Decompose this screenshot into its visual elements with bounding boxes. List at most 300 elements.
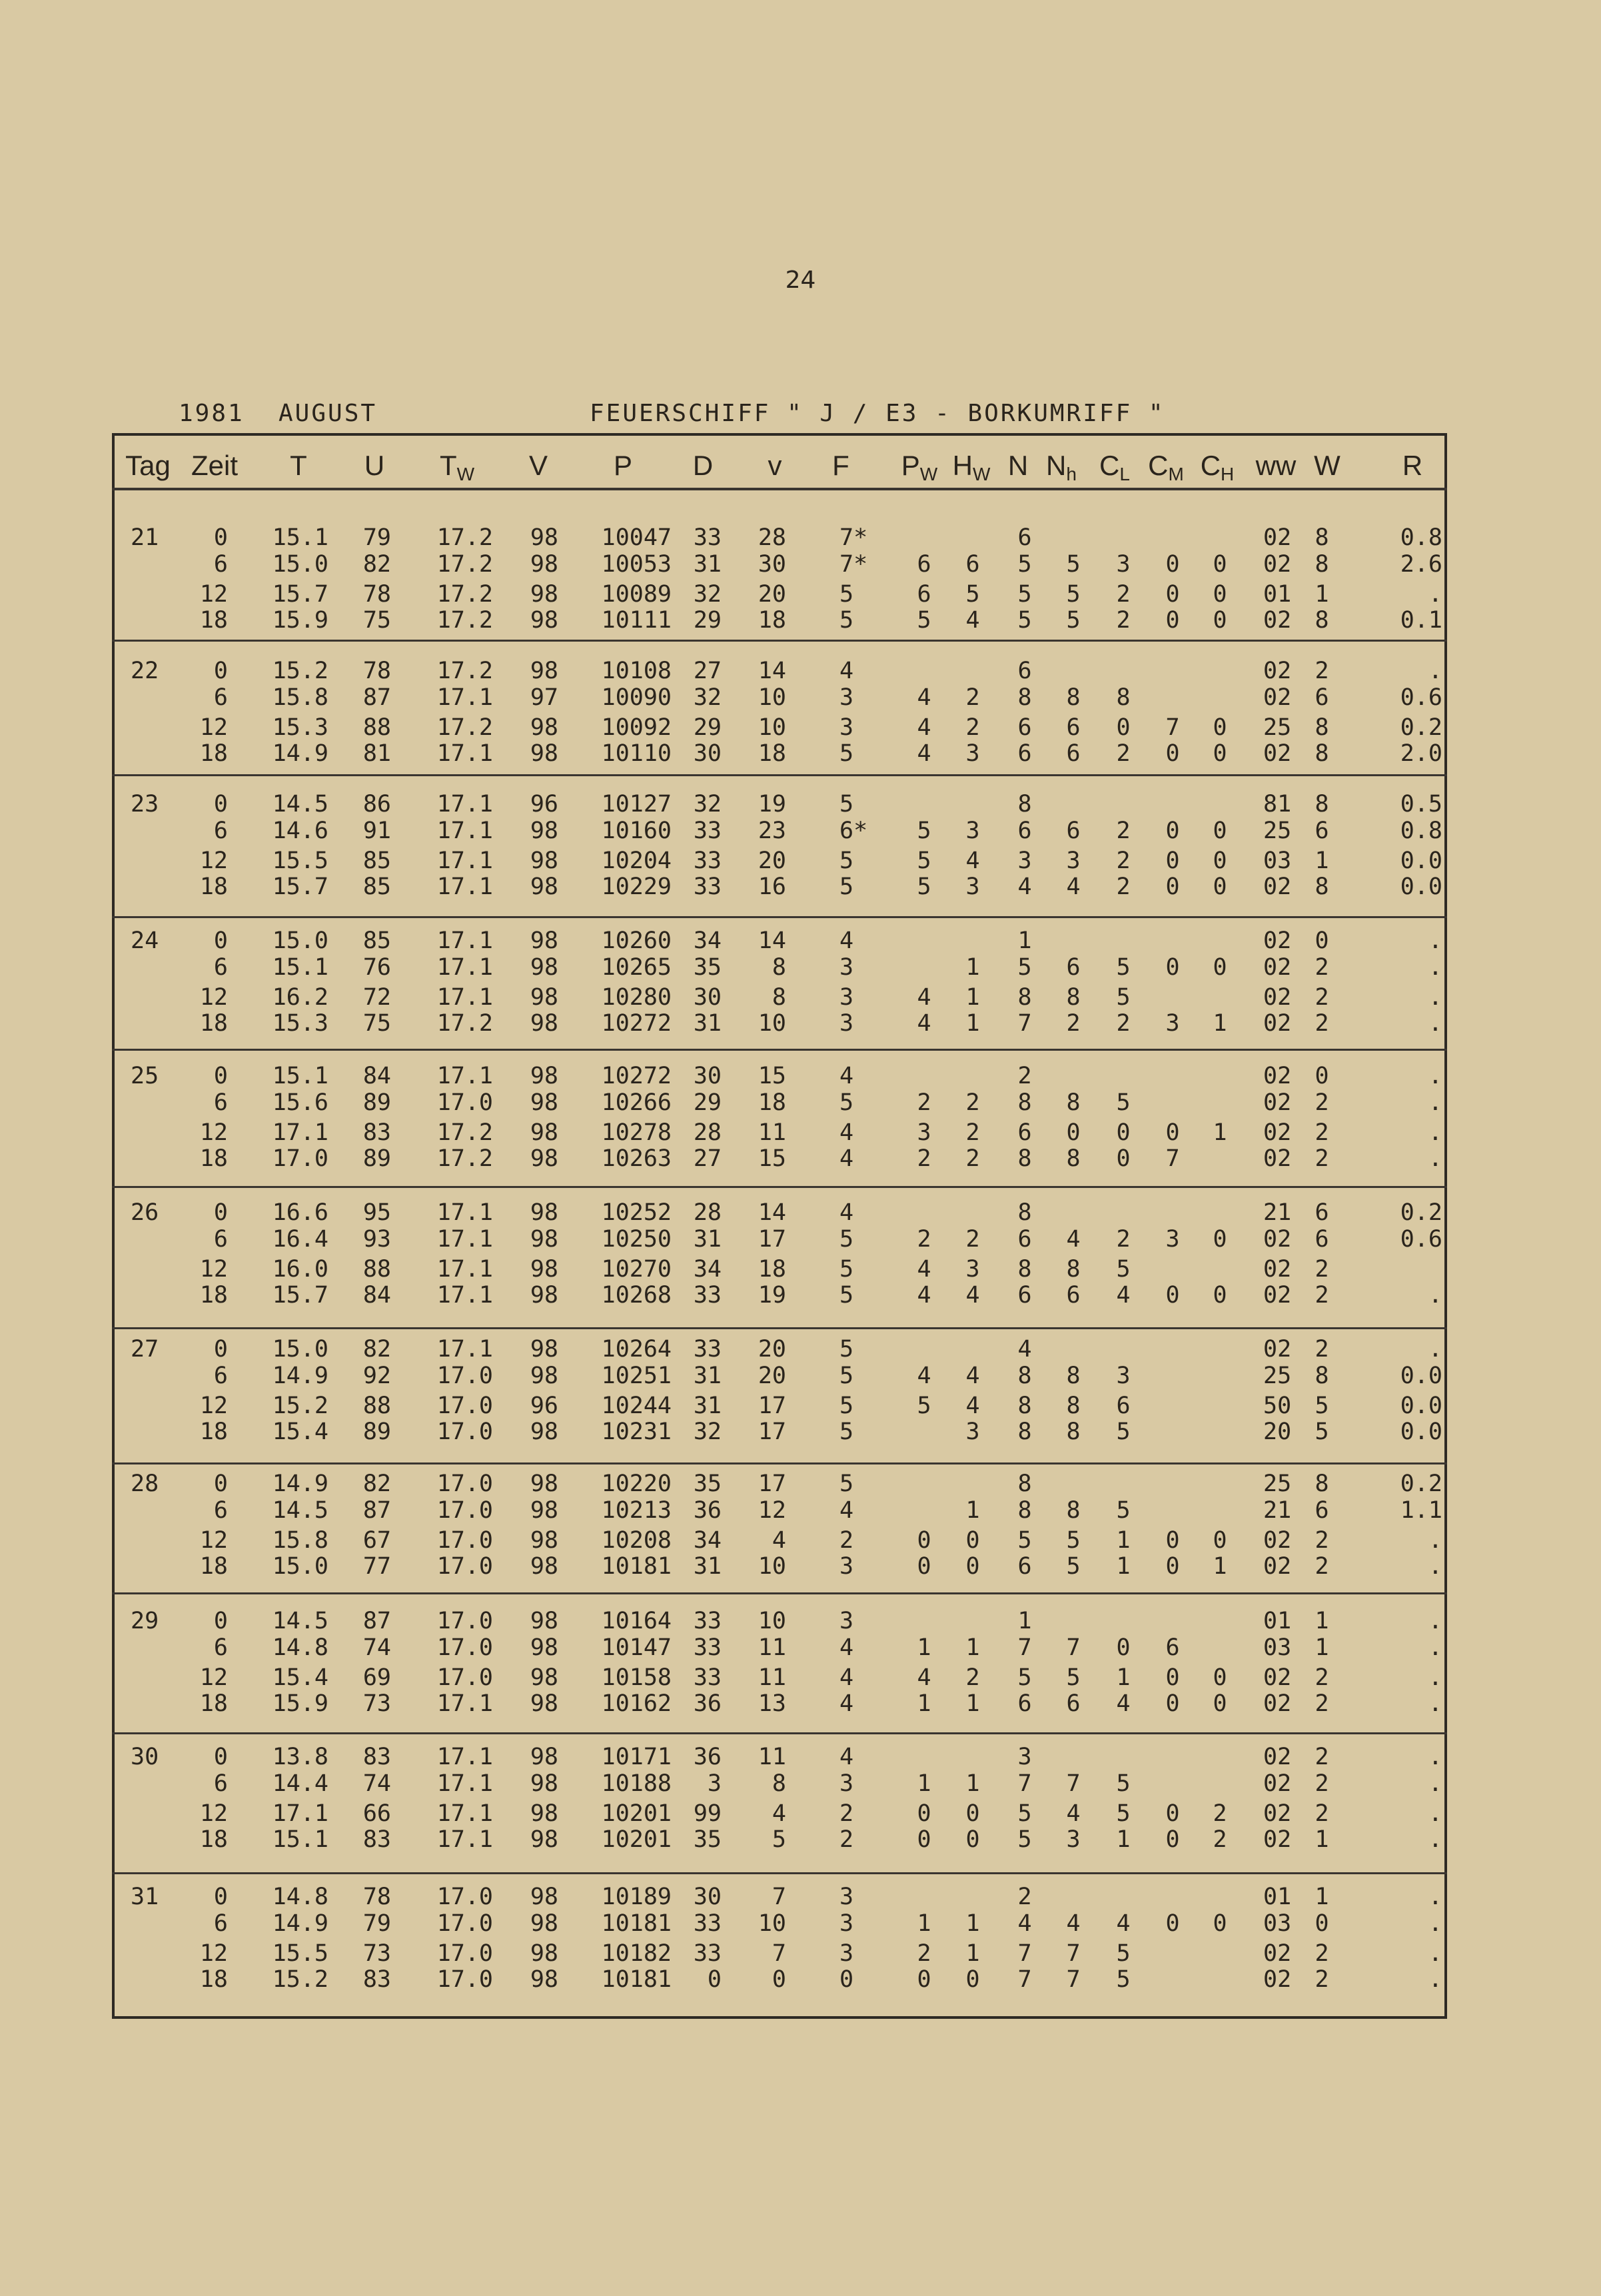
table-cell-v: 98 xyxy=(530,1744,558,1770)
table-cell-t: 14.8 xyxy=(272,1884,328,1910)
table-cell-zeit: 12 xyxy=(199,848,228,874)
table-cell-v: 98 xyxy=(530,873,558,900)
table-cell-v: 97 xyxy=(530,684,558,711)
table-cell-t: 14.9 xyxy=(272,740,328,767)
table-cell-w: 8 xyxy=(1315,740,1329,767)
table-cell-tw: 17.0 xyxy=(436,1363,493,1389)
table-cell-cl: 8 xyxy=(1116,684,1131,711)
table-cell-v: 98 xyxy=(530,607,558,634)
table-cell-hw: 1 xyxy=(965,1690,980,1717)
table-cell-r: . xyxy=(1428,1119,1442,1146)
table-cell-pw: 2 xyxy=(917,1089,931,1116)
table-cell-f: 4 xyxy=(839,1744,854,1770)
table-cell-w: 1 xyxy=(1315,581,1329,608)
table-cell-zeit: 0 xyxy=(213,1063,228,1089)
table-cell-r: 0.0 xyxy=(1400,1363,1442,1389)
table-cell-hw: 5 xyxy=(965,581,980,608)
day-label: 24 xyxy=(131,927,159,954)
table-cell-p: 10160 xyxy=(601,818,672,844)
table-cell-p: 10204 xyxy=(601,848,672,874)
table-cell-hw: 2 xyxy=(965,1145,980,1172)
table-cell-w: 2 xyxy=(1315,1690,1329,1717)
table-cell-n: 6 xyxy=(1017,1282,1032,1309)
table-cell-cm: 0 xyxy=(1165,607,1180,634)
table-cell-vv: 0 xyxy=(772,1966,786,1993)
table-cell-d: 31 xyxy=(693,1010,722,1037)
table-cell-f: 5 xyxy=(839,1089,854,1116)
table-cell-d: 28 xyxy=(693,1199,722,1226)
table-cell-t: 15.1 xyxy=(272,954,328,981)
table-cell-tw: 17.1 xyxy=(436,791,493,818)
table-cell-zeit: 0 xyxy=(213,1470,228,1497)
table-cell-ww: 02 xyxy=(1263,1966,1292,1993)
table-cell-p: 10229 xyxy=(601,873,672,900)
table-cell-r: . xyxy=(1428,1664,1442,1691)
table-cell-n: 4 xyxy=(1017,1336,1032,1363)
column-header-zeit xyxy=(191,450,238,482)
table-cell-t: 15.9 xyxy=(272,1690,328,1717)
table-cell-nh: 7 xyxy=(1066,1770,1081,1797)
table-cell-d: 36 xyxy=(693,1497,722,1524)
column-header-subscript: M xyxy=(1168,464,1184,484)
table-cell-nh: 6 xyxy=(1066,1690,1081,1717)
table-cell-cl: 2 xyxy=(1116,740,1131,767)
table-cell-cm: 3 xyxy=(1165,1010,1180,1037)
table-cell-vv: 17 xyxy=(758,1226,786,1253)
table-cell-u: 89 xyxy=(362,1089,391,1116)
table-cell-v: 98 xyxy=(530,1363,558,1389)
table-cell-p: 10181 xyxy=(601,1910,672,1937)
table-cell-pw: 4 xyxy=(917,684,931,711)
table-cell-u: 91 xyxy=(362,818,391,844)
table-cell-zeit: 18 xyxy=(199,740,228,767)
table-cell-u: 84 xyxy=(362,1282,391,1309)
table-cell-ww: 02 xyxy=(1263,658,1292,684)
table-cell-t: 16.6 xyxy=(272,1199,328,1226)
table-cell-w: 2 xyxy=(1315,1553,1329,1580)
table-cell-v: 98 xyxy=(530,1010,558,1037)
table-cell-r: . xyxy=(1428,1690,1442,1717)
table-cell-r: . xyxy=(1428,1910,1442,1937)
table-cell-cm: 7 xyxy=(1165,1145,1180,1172)
table-cell-ww: 02 xyxy=(1263,1226,1292,1253)
table-cell-r: . xyxy=(1428,1063,1442,1089)
table-cell-p: 10263 xyxy=(601,1145,672,1172)
table-cell-cm: 0 xyxy=(1165,1119,1180,1146)
table-cell-n: 2 xyxy=(1017,1063,1032,1089)
table-cell-t: 15.0 xyxy=(272,927,328,954)
table-cell-d: 32 xyxy=(693,684,722,711)
table-cell-f: 3 xyxy=(839,984,854,1011)
table-cell-w: 2 xyxy=(1315,1770,1329,1797)
table-cell-p: 10189 xyxy=(601,1884,672,1910)
table-cell-zeit: 0 xyxy=(213,1608,228,1634)
table-cell-r: 0.0 xyxy=(1400,1419,1442,1445)
table-cell-u: 66 xyxy=(362,1800,391,1827)
table-cell-zeit: 18 xyxy=(199,1145,228,1172)
table-cell-vv: 28 xyxy=(758,524,786,551)
table-cell-pw: 0 xyxy=(917,1527,931,1554)
table-cell-zeit: 6 xyxy=(213,1634,228,1661)
table-cell-f: 4 xyxy=(839,1063,854,1089)
table-cell-ch: 2 xyxy=(1213,1800,1227,1827)
table-cell-vv: 10 xyxy=(758,714,786,741)
table-cell-f: 4 xyxy=(839,1119,854,1146)
table-cell-r: 2.0 xyxy=(1400,740,1442,767)
table-cell-f: 6* xyxy=(839,818,868,844)
table-cell-zeit: 12 xyxy=(199,1527,228,1554)
column-header-vv xyxy=(768,450,782,482)
column-header-label: T xyxy=(439,450,457,481)
table-cell-pw: 4 xyxy=(917,1664,931,1691)
table-cell-hw: 1 xyxy=(965,1010,980,1037)
table-cell-pw: 2 xyxy=(917,1145,931,1172)
table-cell-f: 3 xyxy=(839,714,854,741)
table-cell-r: . xyxy=(1428,1010,1442,1037)
table-cell-vv: 5 xyxy=(772,1826,786,1853)
table-cell-d: 29 xyxy=(693,607,722,634)
table-cell-vv: 10 xyxy=(758,684,786,711)
column-header-label: U xyxy=(364,450,385,481)
table-cell-p: 10053 xyxy=(601,551,672,578)
table-cell-d: 33 xyxy=(693,873,722,900)
table-cell-t: 15.4 xyxy=(272,1419,328,1445)
table-separator xyxy=(112,488,1447,490)
table-cell-r: . xyxy=(1428,1884,1442,1910)
table-cell-n: 6 xyxy=(1017,1226,1032,1253)
table-cell-f: 3 xyxy=(839,1010,854,1037)
table-cell-n: 2 xyxy=(1017,1884,1032,1910)
column-header-subscript: W xyxy=(456,464,475,484)
table-cell-ww: 01 xyxy=(1263,581,1292,608)
table-cell-p: 10164 xyxy=(601,1608,672,1634)
table-cell-t: 17.0 xyxy=(272,1145,328,1172)
table-cell-p: 10090 xyxy=(601,684,672,711)
table-cell-ww: 02 xyxy=(1263,1690,1292,1717)
table-cell-v: 98 xyxy=(530,1419,558,1445)
table-cell-ww: 02 xyxy=(1263,1010,1292,1037)
table-cell-w: 5 xyxy=(1315,1393,1329,1419)
table-separator xyxy=(112,774,1447,776)
table-cell-n: 6 xyxy=(1017,714,1032,741)
table-cell-u: 79 xyxy=(362,524,391,551)
table-separator xyxy=(112,1462,1447,1464)
table-cell-pw: 4 xyxy=(917,984,931,1011)
table-cell-u: 82 xyxy=(362,1336,391,1363)
table-cell-ww: 02 xyxy=(1263,1744,1292,1770)
table-cell-p: 10266 xyxy=(601,1089,672,1116)
table-cell-ch: 0 xyxy=(1213,1527,1227,1554)
table-cell-ww: 02 xyxy=(1263,1336,1292,1363)
table-cell-cm: 0 xyxy=(1165,873,1180,900)
table-cell-hw: 3 xyxy=(965,818,980,844)
table-cell-ch: 0 xyxy=(1213,1910,1227,1937)
table-cell-u: 95 xyxy=(362,1199,391,1226)
table-cell-ww: 81 xyxy=(1263,791,1292,818)
table-cell-n: 3 xyxy=(1017,848,1032,874)
table-cell-r: . xyxy=(1428,954,1442,981)
table-cell-cl: 5 xyxy=(1116,1497,1131,1524)
column-header-label: P xyxy=(613,450,633,481)
table-cell-pw: 4 xyxy=(917,1256,931,1283)
table-cell-nh: 7 xyxy=(1066,1940,1081,1967)
table-cell-tw: 17.0 xyxy=(436,1940,493,1967)
page-number: 24 xyxy=(785,267,816,294)
table-cell-p: 10188 xyxy=(601,1770,672,1797)
table-cell-n: 8 xyxy=(1017,1497,1032,1524)
table-cell-tw: 17.2 xyxy=(436,551,493,578)
table-cell-vv: 18 xyxy=(758,607,786,634)
table-cell-d: 28 xyxy=(693,1119,722,1146)
table-cell-zeit: 6 xyxy=(213,1363,228,1389)
table-cell-w: 8 xyxy=(1315,873,1329,900)
table-cell-pw: 4 xyxy=(917,1010,931,1037)
table-cell-vv: 17 xyxy=(758,1393,786,1419)
table-cell-zeit: 18 xyxy=(199,873,228,900)
table-cell-n: 7 xyxy=(1017,1010,1032,1037)
table-cell-pw: 4 xyxy=(917,714,931,741)
table-cell-ww: 20 xyxy=(1263,1419,1292,1445)
table-cell-nh: 3 xyxy=(1066,848,1081,874)
table-cell-ww: 02 xyxy=(1263,1826,1292,1853)
table-cell-d: 32 xyxy=(693,581,722,608)
table-cell-d: 33 xyxy=(693,1608,722,1634)
table-cell-t: 15.1 xyxy=(272,524,328,551)
table-cell-r: . xyxy=(1428,1800,1442,1827)
table-cell-r: 1.1 xyxy=(1400,1497,1442,1524)
table-cell-cl: 1 xyxy=(1116,1527,1131,1554)
table-cell-ww: 02 xyxy=(1263,1553,1292,1580)
table-cell-cm: 3 xyxy=(1165,1226,1180,1253)
table-cell-vv: 15 xyxy=(758,1145,786,1172)
table-cell-cl: 2 xyxy=(1116,873,1131,900)
table-cell-tw: 17.1 xyxy=(436,848,493,874)
table-cell-zeit: 6 xyxy=(213,954,228,981)
table-cell-d: 33 xyxy=(693,1282,722,1309)
table-cell-r: . xyxy=(1428,927,1442,954)
table-cell-tw: 17.0 xyxy=(436,1419,493,1445)
table-cell-w: 8 xyxy=(1315,607,1329,634)
table-cell-v: 98 xyxy=(530,551,558,578)
column-header-nh xyxy=(1046,450,1077,485)
table-cell-p: 10272 xyxy=(601,1063,672,1089)
table-cell-d: 33 xyxy=(693,1664,722,1691)
table-cell-hw: 6 xyxy=(965,551,980,578)
table-cell-ch: 0 xyxy=(1213,873,1227,900)
day-label: 27 xyxy=(131,1336,159,1363)
table-cell-u: 69 xyxy=(362,1664,391,1691)
table-cell-u: 81 xyxy=(362,740,391,767)
table-cell-f: 2 xyxy=(839,1826,854,1853)
table-cell-r: 2.6 xyxy=(1400,551,1442,578)
table-cell-ch: 0 xyxy=(1213,954,1227,981)
table-cell-ww: 01 xyxy=(1263,1884,1292,1910)
table-cell-v: 98 xyxy=(530,1282,558,1309)
table-cell-w: 0 xyxy=(1315,1063,1329,1089)
table-cell-n: 7 xyxy=(1017,1634,1032,1661)
table-cell-ch: 0 xyxy=(1213,1664,1227,1691)
table-cell-cm: 0 xyxy=(1165,848,1180,874)
table-cell-f: 4 xyxy=(839,1497,854,1524)
table-cell-n: 8 xyxy=(1017,1419,1032,1445)
table-cell-hw: 4 xyxy=(965,848,980,874)
table-cell-zeit: 0 xyxy=(213,1199,228,1226)
table-cell-d: 30 xyxy=(693,1063,722,1089)
table-cell-n: 8 xyxy=(1017,984,1032,1011)
table-cell-cm: 0 xyxy=(1165,1910,1180,1937)
table-cell-t: 15.0 xyxy=(272,1336,328,1363)
table-cell-r: . xyxy=(1428,1634,1442,1661)
table-cell-d: 34 xyxy=(693,1527,722,1554)
table-cell-u: 83 xyxy=(362,1966,391,1993)
table-cell-ww: 21 xyxy=(1263,1497,1292,1524)
table-cell-t: 15.1 xyxy=(272,1826,328,1853)
day-label: 30 xyxy=(131,1744,159,1770)
table-cell-w: 0 xyxy=(1315,1910,1329,1937)
table-cell-zeit: 12 xyxy=(199,1119,228,1146)
table-cell-d: 99 xyxy=(693,1800,722,1827)
table-cell-u: 87 xyxy=(362,1497,391,1524)
table-cell-v: 98 xyxy=(530,1634,558,1661)
table-cell-v: 98 xyxy=(530,524,558,551)
table-cell-ch: 0 xyxy=(1213,1226,1227,1253)
table-cell-zeit: 12 xyxy=(199,581,228,608)
table-cell-u: 83 xyxy=(362,1826,391,1853)
table-cell-w: 1 xyxy=(1315,1634,1329,1661)
column-header-label: N xyxy=(1046,450,1067,481)
table-cell-cl: 5 xyxy=(1116,1770,1131,1797)
table-cell-tw: 17.0 xyxy=(436,1497,493,1524)
table-cell-hw: 1 xyxy=(965,1497,980,1524)
table-cell-hw: 1 xyxy=(965,1770,980,1797)
table-cell-v: 98 xyxy=(530,1608,558,1634)
table-cell-nh: 4 xyxy=(1066,1910,1081,1937)
table-cell-t: 14.4 xyxy=(272,1770,328,1797)
table-cell-vv: 30 xyxy=(758,551,786,578)
table-cell-vv: 8 xyxy=(772,1770,786,1797)
table-cell-t: 15.2 xyxy=(272,1393,328,1419)
table-cell-p: 10047 xyxy=(601,524,672,551)
table-cell-v: 98 xyxy=(530,1770,558,1797)
column-header-ch xyxy=(1201,450,1235,485)
table-cell-f: 4 xyxy=(839,927,854,954)
table-cell-p: 10162 xyxy=(601,1690,672,1717)
table-cell-vv: 11 xyxy=(758,1119,786,1146)
table-cell-f: 5 xyxy=(839,1419,854,1445)
table-cell-ch: 0 xyxy=(1213,607,1227,634)
table-cell-r: 0.6 xyxy=(1400,1226,1442,1253)
table-cell-vv: 10 xyxy=(758,1608,786,1634)
table-cell-tw: 17.1 xyxy=(436,1256,493,1283)
table-cell-tw: 17.0 xyxy=(436,1470,493,1497)
table-cell-w: 2 xyxy=(1315,1282,1329,1309)
table-cell-u: 93 xyxy=(362,1226,391,1253)
table-cell-hw: 2 xyxy=(965,1664,980,1691)
table-cell-p: 10201 xyxy=(601,1826,672,1853)
table-cell-ch: 0 xyxy=(1213,714,1227,741)
table-cell-nh: 8 xyxy=(1066,1419,1081,1445)
table-cell-t: 17.1 xyxy=(272,1800,328,1827)
table-cell-r: . xyxy=(1428,1966,1442,1993)
table-cell-ww: 03 xyxy=(1263,1910,1292,1937)
table-cell-cm: 0 xyxy=(1165,818,1180,844)
table-cell-u: 83 xyxy=(362,1119,391,1146)
table-cell-vv: 10 xyxy=(758,1010,786,1037)
table-cell-u: 77 xyxy=(362,1553,391,1580)
table-cell-tw: 17.1 xyxy=(436,684,493,711)
table-cell-w: 2 xyxy=(1315,1089,1329,1116)
table-cell-nh: 8 xyxy=(1066,1393,1081,1419)
table-cell-zeit: 12 xyxy=(199,984,228,1011)
table-cell-vv: 18 xyxy=(758,1089,786,1116)
table-cell-tw: 17.0 xyxy=(436,1089,493,1116)
table-cell-v: 98 xyxy=(530,581,558,608)
table-cell-d: 34 xyxy=(693,1256,722,1283)
table-cell-r: 0.6 xyxy=(1400,684,1442,711)
table-cell-vv: 14 xyxy=(758,1199,786,1226)
table-cell-tw: 17.0 xyxy=(436,1884,493,1910)
table-cell-r: . xyxy=(1428,1282,1442,1309)
table-cell-p: 10265 xyxy=(601,954,672,981)
table-cell-n: 5 xyxy=(1017,1800,1032,1827)
table-cell-nh: 8 xyxy=(1066,1256,1081,1283)
table-cell-f: 4 xyxy=(839,1690,854,1717)
column-header-label: C xyxy=(1148,450,1169,481)
table-cell-ww: 02 xyxy=(1263,1770,1292,1797)
table-cell-f: 3 xyxy=(839,684,854,711)
day-label: 22 xyxy=(131,658,159,684)
table-cell-ww: 25 xyxy=(1263,1363,1292,1389)
table-cell-cm: 0 xyxy=(1165,1664,1180,1691)
table-cell-pw: 1 xyxy=(917,1770,931,1797)
table-cell-p: 10272 xyxy=(601,1010,672,1037)
column-header-tag xyxy=(125,450,171,482)
table-cell-w: 2 xyxy=(1315,1145,1329,1172)
column-header-subscript: H xyxy=(1221,464,1235,484)
table-cell-cm: 0 xyxy=(1165,740,1180,767)
table-cell-nh: 0 xyxy=(1066,1119,1081,1146)
table-cell-n: 5 xyxy=(1017,607,1032,634)
table-cell-tw: 17.1 xyxy=(436,1199,493,1226)
table-cell-d: 33 xyxy=(693,1910,722,1937)
column-header-f xyxy=(832,450,849,482)
table-cell-r: . xyxy=(1428,1553,1442,1580)
table-cell-f: 4 xyxy=(839,1634,854,1661)
table-cell-v: 98 xyxy=(530,984,558,1011)
table-cell-zeit: 6 xyxy=(213,1497,228,1524)
table-cell-zeit: 0 xyxy=(213,791,228,818)
table-cell-t: 15.0 xyxy=(272,551,328,578)
table-cell-hw: 1 xyxy=(965,1940,980,1967)
table-cell-w: 8 xyxy=(1315,524,1329,551)
table-cell-v: 98 xyxy=(530,1826,558,1853)
table-cell-w: 2 xyxy=(1315,1010,1329,1037)
table-cell-d: 31 xyxy=(693,551,722,578)
table-cell-u: 67 xyxy=(362,1527,391,1554)
table-cell-vv: 20 xyxy=(758,848,786,874)
table-cell-p: 10182 xyxy=(601,1940,672,1967)
table-cell-d: 31 xyxy=(693,1393,722,1419)
table-cell-ww: 02 xyxy=(1263,873,1292,900)
table-cell-u: 75 xyxy=(362,607,391,634)
table-cell-v: 98 xyxy=(530,740,558,767)
table-cell-pw: 1 xyxy=(917,1690,931,1717)
table-cell-u: 73 xyxy=(362,1940,391,1967)
table-cell-f: 5 xyxy=(839,1470,854,1497)
table-cell-f: 5 xyxy=(839,1393,854,1419)
table-cell-cl: 3 xyxy=(1116,1363,1131,1389)
table-cell-pw: 5 xyxy=(917,607,931,634)
